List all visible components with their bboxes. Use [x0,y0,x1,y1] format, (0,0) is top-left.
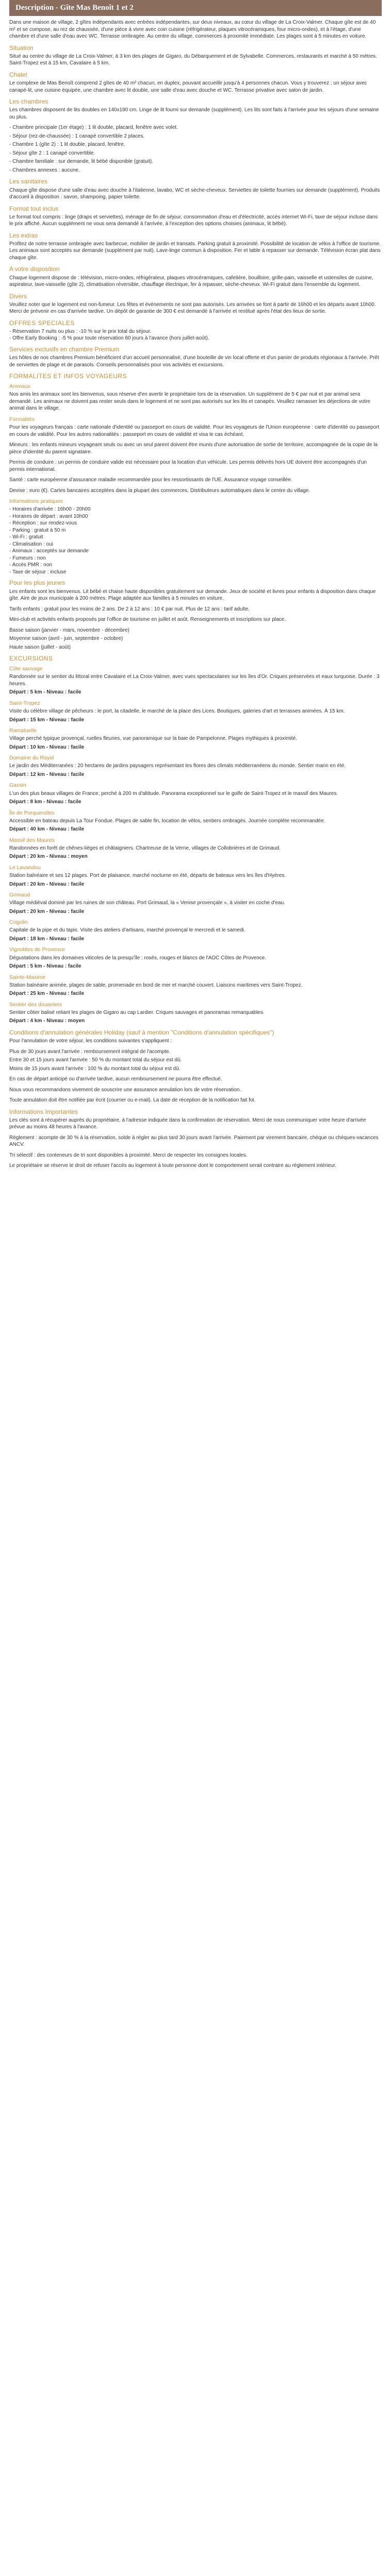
excursion-text: L'un des plus beaux villages de France, perché à 200 m d'altitude. Panorama exceptionnel sur le golfe de Saint-Tropez et le massif des Maures. [9,790,338,796]
excursion-item [9,665,382,696]
excursion-item [9,782,382,805]
section-divers [9,292,382,315]
info-item: - Taxe de séjour : incluse [9,569,382,576]
offer-item: - Offre Early Booking : -5 % pour toute réservation 60 jours à l'avance (hors juillet-août). [9,335,382,342]
section-text: Chaque logement dispose de : télévision, micro-ondes, réfrigérateur, plaques vitrocéramiques, cafetière, bouilloire, grille-pain, vaisselle et ustensiles de cuisine, aspirateur, lave-vaisselle (gîte 2), climatisation réversible, chauffage électrique, fer à repasser, sèche-cheveux. Wi-Fi gratuit dans l'ensemble du logement. [9,275,373,288]
excursion-text: Capitale de la pipe et du tapis. Visite des ateliers d'artisans, marché provençal le mercredi et le samedi. [9,927,246,934]
info-item: - Climatisation : oui [9,541,382,548]
excursion-title: Ramatuelle [9,727,37,734]
excursion-item [9,837,382,860]
section-heading: Informations Importantes [9,1108,78,1115]
section-text: Nous vous recommandons vivement de souscrire une assurance annulation lors de votre réservation. [9,1087,241,1093]
page [5,0,386,1170]
page-title: Description - Gîte Mas Benoît 1 et 2 [9,0,382,16]
section-chambres [9,97,382,174]
section-text: Les hôtes de nos chambres Premium bénéficient d'un accueil personnalisé, d'une bouteille de vin local offerte et d'un panier de produits régionaux à l'arrivée. Prêt de serviettes de plage et de parasols. Conseils personnalisés pour vos activités et excursions. [9,355,379,368]
excursion-meta: Départ : 5 km - Niveau : facile [9,689,82,696]
section-heading: FORMALITES ET INFOS VOYAGEURS [9,372,127,380]
excursion-title: Gassin [9,782,26,789]
excursion-list [9,665,382,1025]
section-heading: OFFRES SPECIALES [9,319,75,327]
section-formalites [9,416,382,494]
excursion-item [9,809,382,833]
excursion-meta: Départ : 5 km - Niveau : facile [9,963,82,970]
excursion-item [9,946,382,970]
info-item: - Accès PMR : non [9,562,382,569]
excursion-item [9,1001,382,1025]
condition-line: Plus de 30 jours avant l'arrivée : remboursement intégral de l'acompte. [9,1048,171,1055]
section-text: Nos amis les animaux sont les bienvenus, sous réserve d'en avertir le propriétaire lors de la réservation. Un supplément de 5 € par nuit et par animal sera demandé. Les animaux ne doivent pas rester seuls dans le logement et ne sont pas autorisés sur les lits et canapés. Veuillez ramasser les déjections de votre animal dans le village. [9,392,370,412]
excursion-text: Dégustations dans les domaines viticoles de la presqu'île : rosés, rouges et blancs de l'AOC Côtes de Provence. [9,955,266,961]
section-heading: Les chambres [9,98,48,106]
section-text: Mini-club et activités enfants proposés par l'office de tourisme en juillet et août. Renseignements et inscriptions sur place. [9,617,286,623]
excursion-title: Côte sauvage [9,666,43,672]
excursion-meta: Départ : 20 km - Niveau : moyen [9,854,88,860]
excursion-item [9,727,382,751]
period-line: Haute saison (juillet - août) [9,644,71,650]
excursion-meta: Départ : 20 km - Niveau : facile [9,908,85,914]
period-line: Moyenne saison (avril - juin, septembre - octobre) [9,636,123,642]
excursion-meta: Départ : 40 km - Niveau : facile [9,826,85,833]
section-text: En cas de départ anticipé ou d'arrivée tardive, aucun remboursement ne pourra être effectué. [9,1076,222,1082]
section-text: Veuillez noter que le logement est non-fumeur. Les fêtes et événements ne sont pas autorisés. Les arrivées se font à partir de 16h00 et les départs avant 10h00. Merci de prévenir en cas d'arrivée tardive. Un dépôt de garantie de 300 € est demandé à l'arrivée et restitué après l'état des lieux de sortie. [9,301,376,315]
excursion-meta: Départ : 8 km - Niveau : facile [9,799,82,805]
section-text: Santé : carte européenne d'assurance maladie recommandée pour les ressortissants de l'UE. Assurance voyage conseillée. [9,477,292,483]
section-text: Pour les voyageurs français : carte nationale d'identité ou passeport en cours de validité. Pour les voyageurs de l'Union européenne : carte d'identité ou passeport en cours de validité. Pour les autres nationalités : passeport en cours de validité et visa le cas échéant. [9,425,380,437]
room-line: - Séjour (rez-de-chaussée) : 1 canapé convertible 2 places. [9,133,145,139]
excursion-item [9,864,382,888]
section-offres [9,319,382,342]
section-format [9,205,382,228]
section-text: Pour l'annulation de votre séjour, les conditions suivantes s'appliquent : [9,1038,172,1044]
info-item: - Fumeurs : non [9,555,382,562]
excursion-title: Massif des Maures [9,837,55,843]
excursion-meta: Départ : 18 km - Niveau : facile [9,936,85,942]
excursion-title: Grimaud [9,892,30,899]
section-text: Les chambres disposent de lits doubles en 140x190 cm. Linge de lit fourni sur demande (supplément). Les lits sont faits à l'arrivée pour les séjours d'une semaine ou plus. [9,107,379,120]
excursion-meta: Départ : 10 km - Niveau : facile [9,744,85,750]
section-sanitaires [9,177,382,200]
excursion-item [9,919,382,942]
excursion-title: Sainte-Maxime [9,974,46,980]
excursion-title: Sentier des douaniers [9,1001,62,1008]
section-heading: A votre disposition [9,265,60,273]
excursion-meta: Départ : 4 km - Niveau : moyen [9,1018,85,1024]
excursion-item [9,754,382,778]
section-formalites-voyageurs [9,372,382,412]
info-item: - Animaux : acceptés sur demande [9,548,382,555]
section-text: Les clés sont à récupérer auprès du propriétaire, à l'adresse indiquée dans la confirmation de réservation. Merci de nous communiquer votre heure d'arrivée prévue au moins 48 heures à l'avance. [9,1117,366,1130]
room-line: - Chambre 1 (gîte 2) : 1 lit double, placard, fenêtre. [9,142,125,148]
section-conditions [9,1028,382,1104]
subsection-heading: Animaux [9,383,30,390]
section-text: Le format tout compris : linge (draps et serviettes), ménage de fin de séjour, consommation d'eau et d'électricité, accès internet Wi-Fi, taxe de séjour incluse dans le prix affiché. Aucun supplément ne vous sera demandé à l'arrivée, à l'exception des options choisies (animaux, lit bébé). [9,214,378,227]
subsection-heading: Informations pratiques [9,498,63,505]
excursion-text: Station balnéaire et ses 12 plages. Port de plaisance, marché nocturne en été, départs de bateaux vers les îles d'Hyères. [9,873,286,879]
excursion-text: Randonnée sur le sentier du littoral entre Cavalaire et La Croix-Valmer, avec vues spectaculaires sur les îles d'Or. Criques préservées et eaux turquoise. Durée : 3 heures. [9,674,380,687]
excursion-title: Cogolin [9,919,28,926]
room-line: - Chambre familiale : sur demande, lit bébé disponible (gratuit). [9,159,154,165]
section-heading: Chalet [9,71,27,78]
excursion-text: Accessible en bateau depuis La Tour Fondue. Plages de sable fin, location de vélos, sentiers ombragés. Journée complète recommandée. [9,818,325,824]
section-disposition [9,265,382,288]
section-text: Mineurs : les enfants mineurs voyageant seuls ou avec un seul parent doivent être munis d'une autorisation de sortie de territoire, accompagnée de la copie de la pièce d'identité du parent signataire. [9,442,378,455]
section-heading: Services exclusifs en chambre Premium [9,345,120,353]
section-text: Règlement : acompte de 30 % à la réservation, solde à régler au plus tard 30 jours avant l'arrivée. Paiement par virement bancaire, chèque ou chèques-vacances ANCV. [9,1134,379,1148]
excursion-text: Village perché typique provençal, ruelles fleuries, vue panoramique sur la baie de Pampelonne. Plages mythiques à proximité. [9,736,297,742]
excursion-text: Le jardin des Méditerranées : 20 hectares de jardins paysagers représentant les flores des climats méditerranéens du monde. Sentier marin en été. [9,763,346,769]
section-situation [9,44,382,67]
excursion-text: Sentier côtier balisé reliant les plages de Gigaro au cap Lardier. Criques sauvages et panoramas remarquables. [9,1009,265,1015]
excursion-title: Saint-Tropez [9,700,40,706]
excursion-meta: Départ : 15 km - Niveau : facile [9,717,85,723]
info-item: - Horaires de départ : avant 10h00 [9,513,382,520]
info-item: - Horaires d'arrivée : 16h00 - 20h00 [9,506,382,513]
excursion-text: Randonnées en forêt de chênes-lièges et châtaigniers. Chartreuse de la Verne, villages de Collobrières et de Grimaud. [9,845,281,851]
info-item: - Réception : sur rendez-vous [9,520,382,527]
section-jeunes [9,579,382,651]
excursion-meta: Départ : 20 km - Niveau : facile [9,881,85,887]
excursion-text: Visite du célèbre village de pêcheurs : le port, la citadelle, le marché de la place des Lices. Boutiques, galeries d'art et terrasses animées. À 15 km. [9,708,345,715]
excursion-title: Vignobles de Provence [9,946,65,953]
room-line: - Chambres annexes : aucune. [9,167,80,173]
info-item: - Parking : gratuit à 50 m [9,527,382,534]
section-text: Chaque gîte dispose d'une salle d'eau avec douche à l'italienne, lavabo, WC et sèche-cheveux. Serviettes de toilette fournies sur demande (supplément). Produits d'accueil à disposition : savon, shampoing, papier toilette. [9,187,380,200]
section-chalet [9,71,382,94]
excursion-item [9,891,382,915]
section-important [9,1108,382,1170]
condition-line: Entre 30 et 15 jours avant l'arrivée : 50 % du montant total du séjour est dû. [9,1057,182,1063]
section-excursions [9,654,382,1025]
section-text: Le complexe de Mas Benoît comprend 2 gîtes de 40 m² chacun, en duplex, pouvant accueillir jusqu'à 4 personnes chacun. Vous y trouverez : un séjour avec canapé-lit, une cuisine équipée, une chambre avec lit double, une salle d'eau avec douche et WC. Terrasse privative avec salon de jardin. [9,80,367,93]
section-text: Devise : euro (€). Cartes bancaires acceptées dans la plupart des commerces. Distributeurs automatiques dans le centre du village. [9,487,311,494]
section-heading: Situation [9,44,34,52]
info-item: - Wi-Fi : gratuit [9,534,382,541]
subsection-heading: Formalités [9,416,35,422]
section-services [9,345,382,368]
excursion-meta: Départ : 25 km - Niveau : facile [9,991,85,997]
intro-text: Dans une maison de village, 2 gîtes indépendants avec entrées indépendantes, sur deux niveaux, au cœur du village de La Croix-Valmer. Chaque gîte est de 40 m² et se compose, au rez de chaussée, d'une pièce à vivre avec coin cuisine (réfrigérateur, plaques vitrocéramiques, four micro-ondes), et à l'étage, d'une chambre et d'une salle d'eau avec WC. Terrasse ombragée. Au centre du village, commerces à proximité immédiate. Les plages sont à 5 minutes en voiture. [9,20,376,40]
excursion-meta: Départ : 12 km - Niveau : facile [9,771,85,777]
section-text: Permis de conduire : un permis de conduire valide est nécessaire pour la location d'un véhicule. Les permis délivrés hors UE doivent être accompagnés d'un permis international. [9,460,367,472]
section-heading: EXCURSIONS [9,655,53,663]
section-heading: Les extras [9,231,38,239]
excursion-text: Village médiéval dominé par les ruines de son château. Port Grimaud, la « Venise provençale », à visiter en coche d'eau. [9,900,285,906]
excursion-title: Domaine du Rayol [9,755,54,761]
section-text: Le propriétaire se réserve le droit de refuser l'accès au logement à toute personne dont le comportement serait contraire au règlement intérieur. [9,1163,336,1169]
section-text: Tri sélectif : des conteneurs de tri sont disponibles à proximité. Merci de respecter les consignes locales. [9,1152,248,1158]
offer-item: - Réservation 7 nuits ou plus : -10 % sur le prix total du séjour. [9,328,382,335]
excursion-text: Station balnéaire animée, plages de sable, promenade en bord de mer et marché couvert. Liaisons maritimes vers Saint-Tropez. [9,982,303,988]
section-text: Les enfants sont les bienvenus. Lit bébé et chaise haute disponibles gratuitement sur demande. Jeux de société et livres pour enfants à disposition dans chaque gîte. Aire de jeux municipale à 200 mètres. Plage adaptée aux familles à 5 minutes en voiture. [9,588,376,602]
section-infos [9,498,382,575]
condition-line: Moins de 15 jours avant l'arrivée : 100 % du montant total du séjour est dû. [9,1065,181,1072]
section-heading: Format tout inclus [9,205,59,212]
section-heading: Conditions d'annulation générales Holiday (sauf à mention "Conditions d'annulation spécifiques") [9,1028,274,1036]
room-line: - Séjour gîte 2 : 1 canapé convertible. [9,150,95,156]
section-heading: Divers [9,292,27,300]
excursion-item [9,974,382,997]
section-text: Profitez de notre terrasse ombragée avec barbecue, mobilier de jardin et transats. Parking gratuit à proximité. Possibilité de location de vélos à l'office de tourisme. Les animaux sont acceptés sur demande (supplément par nuit). Lave-linge commun à disposition. Fer et table à repasser sur demande. Télévision écran plat dans chaque gîte. [9,241,381,261]
excursion-title: Île de Porquerolles [9,809,55,816]
section-heading: Les sanitaires [9,178,48,185]
section-text: Situé au centre du village de La Croix-Valmer, à 3 km des plages de Gigaro, du Débarquement et de Sylvabelle. Commerces, restaurants et marché à 50 mètres. Saint-Tropez est à 15 km, Cavalaire à 5 km. [9,53,377,66]
section-extras [9,231,382,262]
section-heading: Pour les plus jeunes [9,579,66,587]
section-text: Toute annulation doit être notifiée par écrit (courrier ou e-mail). La date de réception de la notification fait foi. [9,1097,256,1104]
room-line: - Chambre principale (1er étage) : 1 lit double, placard, fenêtre avec volet. [9,125,178,131]
period-line: Basse saison (janvier - mars, novembre - décembre) [9,627,129,633]
section-text: Tarifs enfants : gratuit pour les moins de 2 ans. De 2 à 12 ans : 10 € par nuit. Plus de 12 ans : tarif adulte. [9,606,250,612]
excursion-title: Le Lavandou [9,864,41,871]
excursion-item [9,700,382,723]
